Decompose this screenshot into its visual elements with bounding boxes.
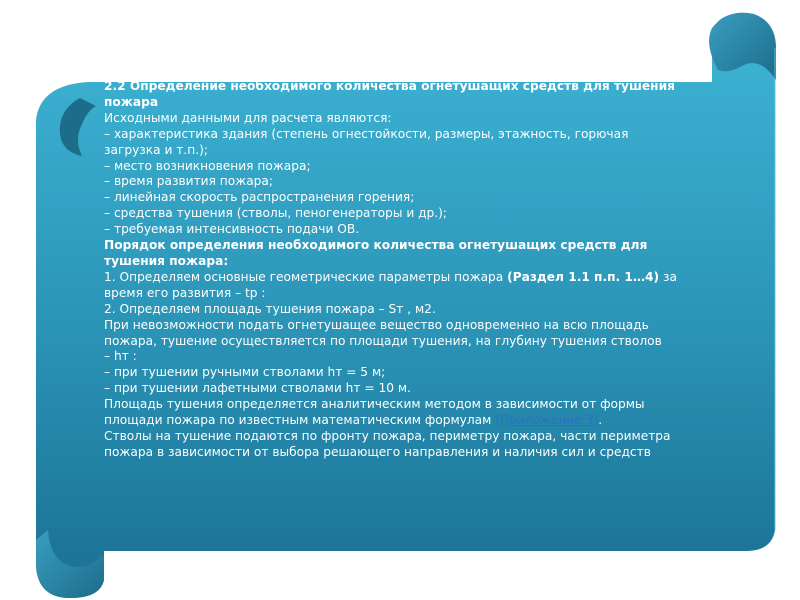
step-1-cont: время его развития – tр : [104, 285, 266, 300]
step-1-text: 1. Определяем основные геометрические параметры пожара [104, 269, 508, 284]
paragraph: Стволы на тушение подаются по фронту пожара, периметру пожара, части периметра [104, 428, 671, 443]
section-title-cont: пожара [104, 94, 159, 109]
document-text [104, 79, 728, 513]
list-item: – при тушении лафетными стволами hт = 10 м. [104, 381, 411, 396]
order-heading-cont: тушения пожара: [104, 253, 229, 268]
order-heading: Порядок определения необходимого количества огнетушащих средств для [104, 238, 648, 253]
list-item: – средства тушения (стволы, пеногенераторы и др.); [104, 206, 448, 221]
paragraph: Площадь тушения определяется аналитическим методом в зависимости от формы [104, 397, 645, 412]
paragraph-text: площади пожара по известным математическим формулам [104, 413, 496, 428]
list-item: – место возникновения пожара; [104, 158, 311, 173]
paragraph: пожара, тушение осуществляется по площади тушения, на глубину тушения стволов [104, 333, 662, 348]
list-item: – при тушении ручными стволами hт = 5 м; [104, 365, 386, 380]
section-title: 2.2 Определение необходимого количества огнетушащих средств для тушения [104, 79, 675, 93]
section-reference: (Раздел 1.1 п.п. 1…4) [507, 269, 660, 284]
paragraph [104, 413, 728, 429]
list-item: – требуемая интенсивность подачи ОВ. [104, 222, 360, 237]
step-1-tail: за [659, 269, 677, 284]
appendix-link[interactable]: (Приложение 3) [495, 413, 599, 428]
intro-text: Исходными данными для расчета являются: [104, 110, 392, 125]
list-item-cont: загрузка и т.п.); [104, 142, 208, 157]
step-2: 2. Определяем площадь тушения пожара – Sт , м2. [104, 301, 436, 316]
paragraph: пожара в зависимости от выбора решающего направления и наличия сил и средств [104, 444, 651, 459]
paragraph: – hт : [104, 349, 137, 364]
list-item: – время развития пожара; [104, 174, 273, 189]
step-1 [104, 270, 728, 286]
paragraph-end: . [598, 413, 603, 428]
list-item: – линейная скорость распространения горения; [104, 190, 415, 205]
list-item: – характеристика здания (степень огнестойкости, размеры, этажность, горючая [104, 126, 629, 141]
paragraph: При невозможности подать огнетушащее вещество одновременно на всю площадь [104, 317, 649, 332]
